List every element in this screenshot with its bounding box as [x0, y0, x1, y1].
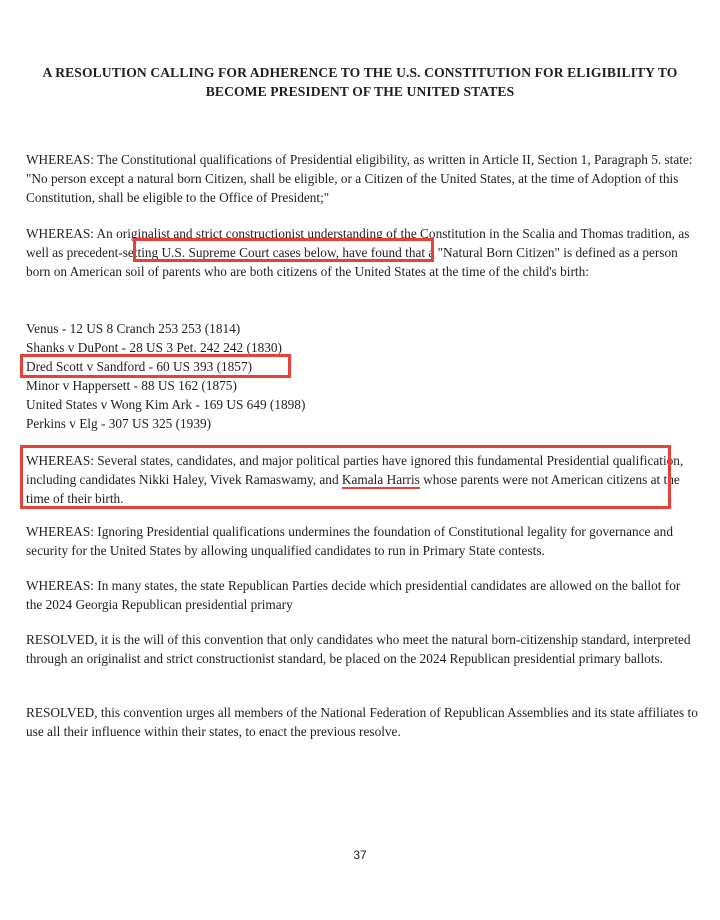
case-item: Minor v Happersett - 88 US 162 (1875) — [26, 378, 237, 393]
whereas-2-before: WHEREAS: An originalist and strict constructionist understanding of the Constitution in the Scalia and Thomas tradition, as well as — [26, 226, 690, 260]
case-item: Shanks v DuPont - 28 US 3 Pet. 242 242 (1830) — [26, 340, 282, 355]
case-item: United States v Wong Kim Ark - 169 US 649 (1898) — [26, 397, 306, 412]
page-number: 37 — [353, 848, 367, 862]
supreme-court-cases-highlight: precedent-setting U.S. Supreme Court cases below, — [66, 245, 340, 260]
resolved-paragraph-2: RESOLVED, this convention urges all members of the National Federation of Republican Assemblies and its state affiliates to use all their influence within their states, to enact the previous resolve. — [26, 705, 698, 739]
whereas-2-after: have found that a "Natural Born Citizen" is defined as a person born on American soil of parents who are both citizens of the United States at the time of the child's birth: — [26, 245, 678, 279]
case-item-dred-scott: Dred Scott v Sandford - 60 US 393 (1857) — [26, 359, 253, 374]
highlight-box-dred-scott — [20, 354, 291, 378]
case-item: Venus - 12 US 8 Cranch 253 253 (1814) — [26, 321, 241, 336]
highlight-box-cases — [133, 238, 434, 262]
case-item: Perkins v Elg - 307 US 325 (1939) — [26, 416, 212, 431]
whereas-paragraph-5: WHEREAS: In many states, the state Republican Parties decide which presidential candidates are allowed on the ballot for the 2024 Georgia Republican presidential primary — [26, 578, 681, 612]
whereas-paragraph-4: WHEREAS: Ignoring Presidential qualifications undermines the foundation of Constitutional legality for governance and security for the United States by allowing unqualified candidates to run in Primary State contests. — [26, 524, 673, 558]
kamala-harris-underline: Kamala Harris — [341, 472, 420, 487]
resolved-paragraph-1: RESOLVED, it is the will of this convention that only candidates who meet the natural born-citizenship standard, interpreted through an originalist and strict constructionist standard, be placed on the 2024 Republican presidential primary ballots. — [26, 632, 691, 666]
resolution-title: A RESOLUTION CALLING FOR ADHERENCE TO THE U.S. CONSTITUTION FOR ELIGIBILITY TO BECOME PRESIDENT OF THE UNITED STATES — [42, 65, 678, 99]
whereas-3-before: WHEREAS: Several states, candidates, and major political parties have ignored this fundamental Presidential qualification, including candidates Nikki Haley, Vivek Ramaswamy, and — [26, 453, 684, 487]
whereas-paragraph-1: WHEREAS: The Constitutional qualifications of Presidential eligibility, as written in Article II, Section 1, Paragraph 5. state: "No person except a natural born Citizen, shall be eligible, or a Citizen of the United States, at the time of Adoption of this Constitution, shall be eligible to the Office of President;" — [26, 152, 693, 205]
whereas-3-after: whose parents were not American citizens at the time of their birth. — [26, 472, 680, 506]
highlight-box-whereas-3 — [20, 445, 671, 509]
